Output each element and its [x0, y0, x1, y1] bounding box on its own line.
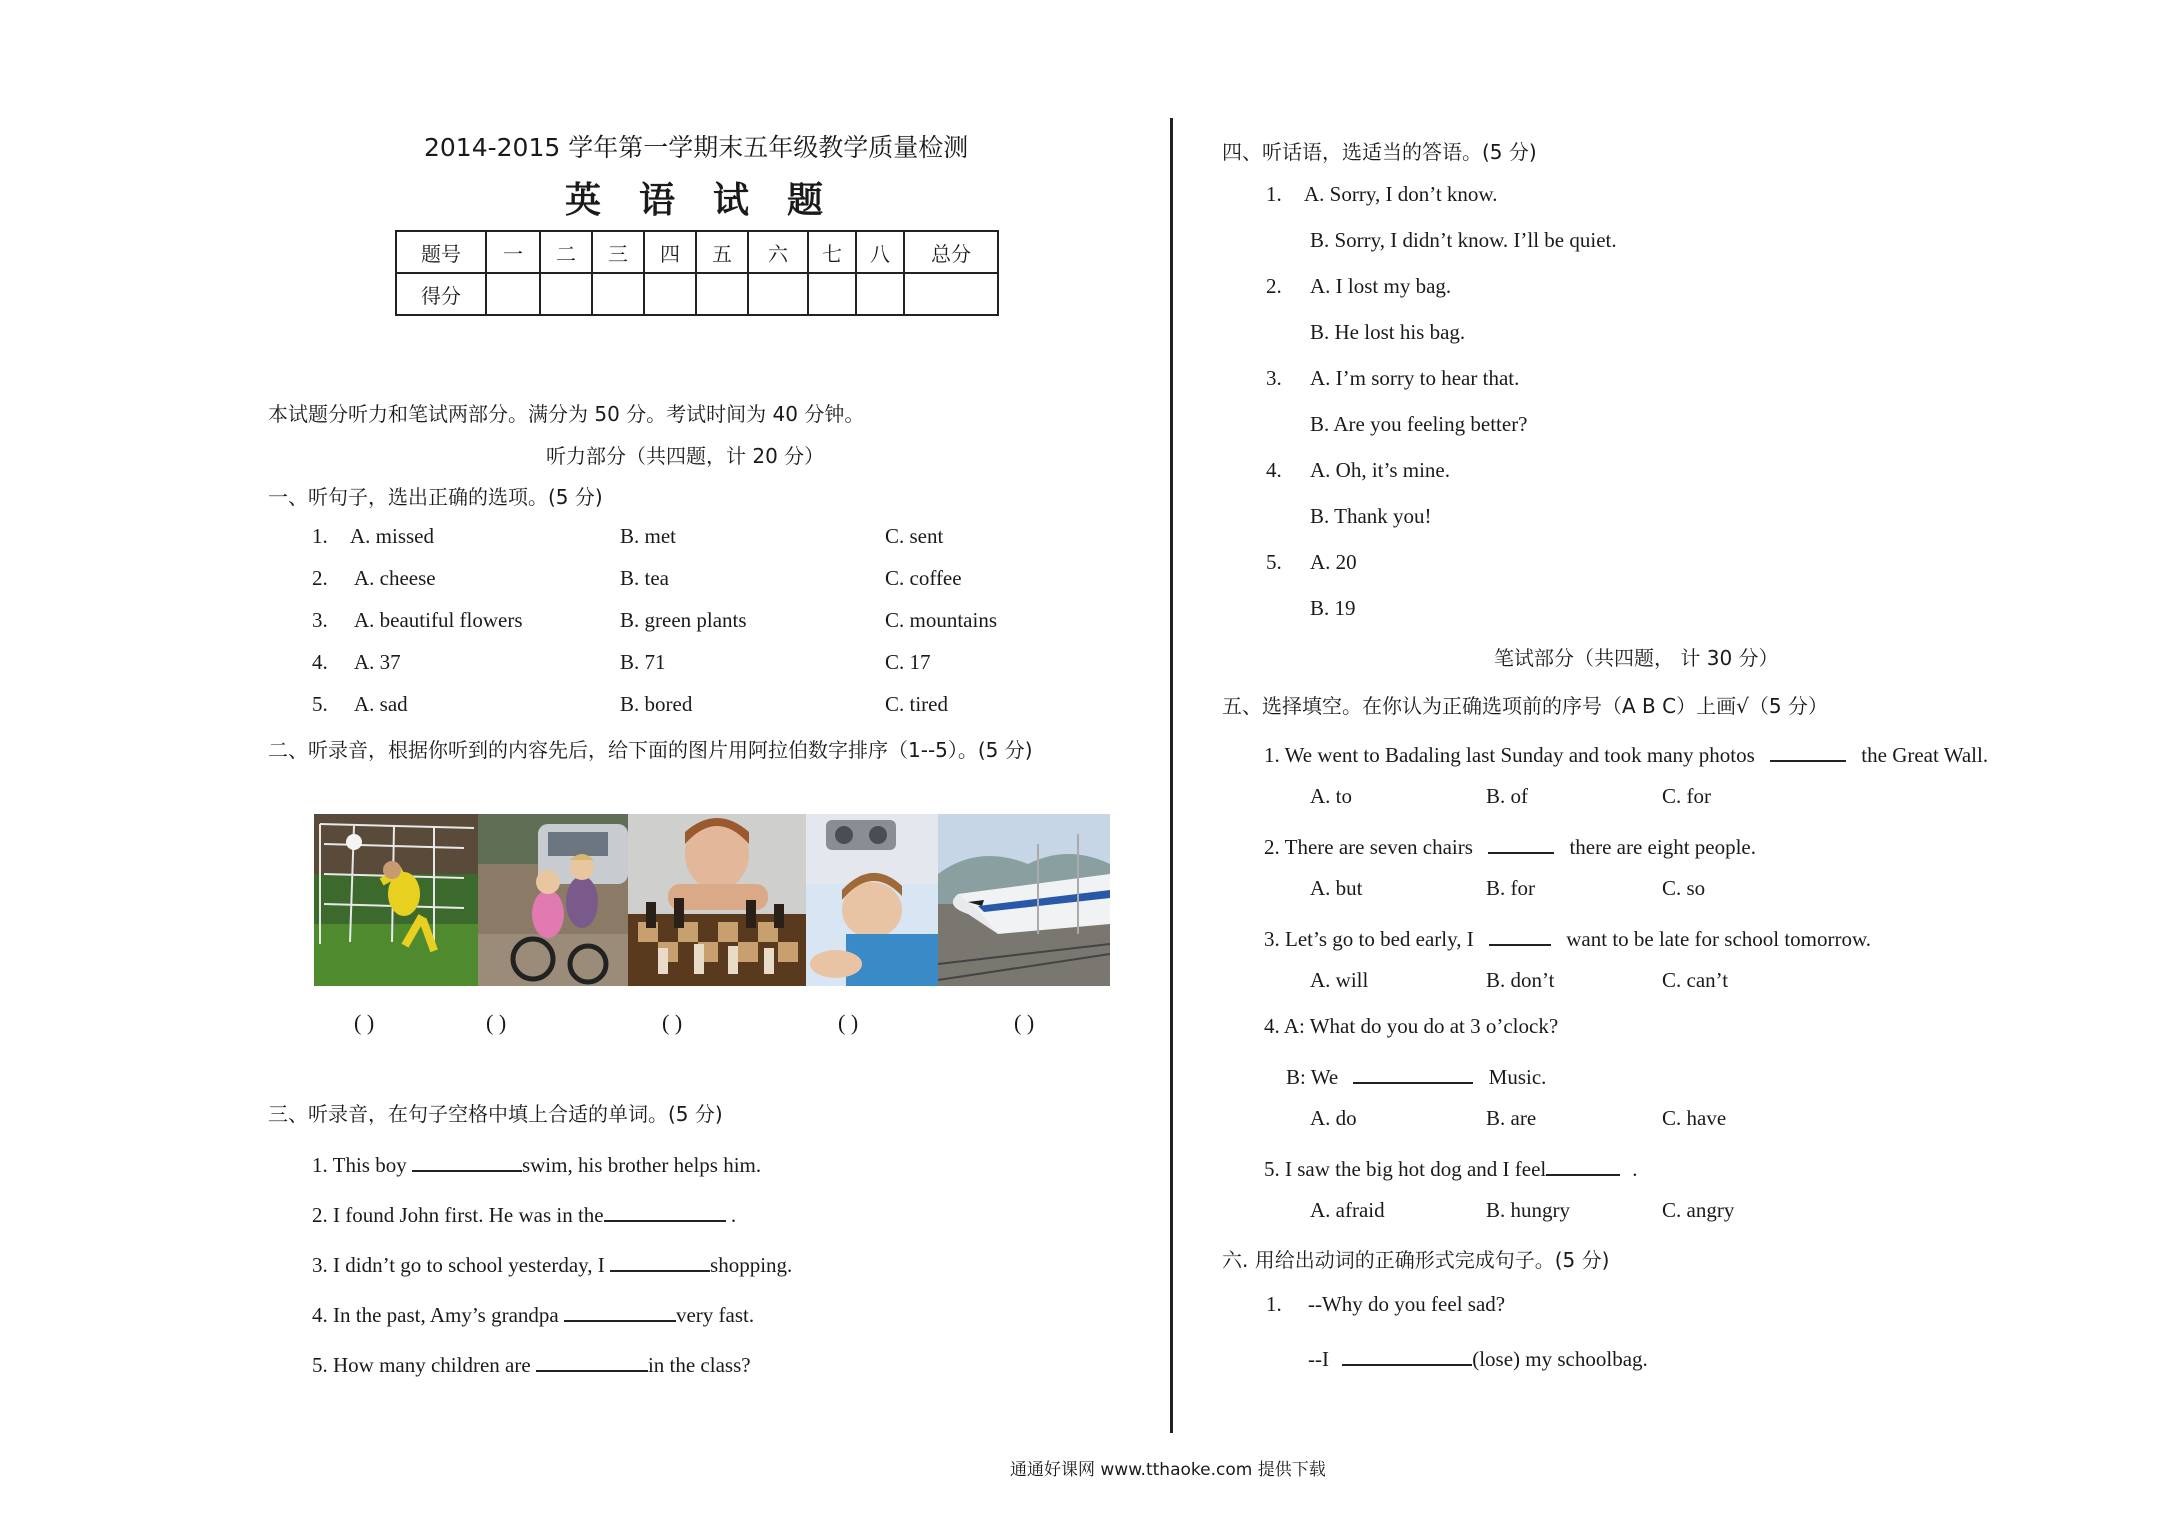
option-a[interactable]: A. to [1310, 784, 1352, 808]
option-a: A. missed [350, 524, 434, 548]
option-a[interactable]: A. will [1310, 968, 1369, 992]
question-text: 4. A: What do you do at 3 o’clock? [1264, 1014, 1559, 1038]
question-text: B: We [1286, 1065, 1339, 1089]
order-answer-blank[interactable]: ( ) [1014, 1010, 1035, 1035]
fill-blank-sentence [1308, 1342, 1648, 1372]
option-a: A. I lost my bag. [1310, 274, 1452, 298]
question-text: --Why do you feel sad? [1308, 1292, 1506, 1316]
choice-question [1264, 738, 1988, 768]
sentence-start: 3. I didn’t go to school yesterday, I [312, 1253, 611, 1277]
answer-blank[interactable] [564, 1298, 676, 1322]
question-text-end: Music. [1488, 1065, 1547, 1089]
exam-title: 2014-2015 学年第一学期末五年级教学质量检测 [424, 133, 969, 162]
item-number: 3. [312, 608, 328, 632]
score-table-cell: 五 [696, 231, 748, 273]
train-photo [938, 814, 1110, 986]
option-b: B. bored [620, 692, 693, 716]
option-c[interactable]: C. can’t [1662, 968, 1729, 992]
section6-title: 六. 用给出动词的正确形式完成句子。(5 分) [1222, 1248, 1610, 1272]
item-number: 5. [1266, 550, 1282, 574]
option-b: B. 71 [620, 650, 666, 674]
section4-title: 四、听话语，选适当的答语。(5 分) [1222, 140, 1537, 164]
option-c[interactable]: C. have [1662, 1106, 1727, 1130]
score-table-empty-cell [748, 273, 808, 315]
sentence-end: very fast. [675, 1303, 755, 1327]
question-text: 2. There are seven chairs [1264, 835, 1473, 859]
sentence-end: (lose) my schoolbag. [1472, 1347, 1648, 1371]
answer-blank[interactable] [604, 1198, 726, 1222]
score-table-cell: 四 [644, 231, 696, 273]
section5-title: 五、选择填空。在你认为正确选项前的序号（A B C）上画√（5 分） [1222, 694, 1828, 718]
page-footer: 通通好课网 www.tthaoke.com 提供下载 [1010, 1460, 1326, 1480]
sleeping-boy-photo [806, 814, 938, 986]
item-number: 1. [1266, 1292, 1282, 1316]
order-answer-blank[interactable]: ( ) [662, 1010, 683, 1035]
score-table-empty-cell [592, 273, 644, 315]
score-table-score-row [396, 273, 998, 315]
section2-title: 二、听录音，根据你听到的内容先后，给下面的图片用阿拉伯数字排序（1--5）。(5 分) [268, 738, 1033, 762]
answer-blank[interactable] [1342, 1342, 1472, 1366]
item-number: 3. [1266, 366, 1282, 390]
question-text-end: there are eight people. [1569, 835, 1757, 859]
fill-blank-sentence [312, 1148, 761, 1178]
option-a: A. sad [354, 692, 408, 716]
option-b: B. 19 [1310, 596, 1356, 620]
answer-blank[interactable] [1489, 922, 1551, 946]
item-number: 4. [1266, 458, 1282, 482]
score-table-header-row [396, 231, 998, 273]
score-table-cell: 八 [856, 231, 904, 273]
sentence-start: --I [1308, 1347, 1329, 1371]
option-b[interactable]: B. of [1486, 784, 1528, 808]
item-number: 2. [1266, 274, 1282, 298]
exam-intro: 本试题分听力和笔试两部分。满分为 50 分。考试时间为 40 分钟。 [268, 402, 865, 426]
option-c: C. tired [885, 692, 948, 716]
score-table-cell: 得分 [396, 273, 486, 315]
option-c: C. mountains [885, 608, 998, 632]
sentence-end: in the class? [647, 1353, 751, 1377]
order-answer-blank[interactable]: ( ) [486, 1010, 507, 1035]
option-a[interactable]: A. do [1310, 1106, 1357, 1130]
choice-question [1264, 1152, 1638, 1182]
item-number: 1. [1266, 182, 1282, 206]
order-answer-blank[interactable]: ( ) [838, 1010, 859, 1035]
option-a: A. I’m sorry to hear that. [1310, 366, 1520, 390]
choice-question [1264, 830, 1756, 860]
question-text-end: want to be late for school tomorrow. [1566, 927, 1872, 951]
answer-blank[interactable] [610, 1248, 710, 1272]
column-divider [1170, 118, 1173, 1433]
score-table-cell: 六 [748, 231, 808, 273]
question-text: 3. Let’s go to bed early, I [1264, 927, 1474, 951]
choice-question [1286, 1060, 1546, 1090]
listening-section-header: 听力部分（共四题，计 20 分） [546, 444, 825, 468]
option-a: A. beautiful flowers [354, 608, 523, 632]
option-c[interactable]: C. for [1662, 784, 1711, 808]
option-b: B. met [620, 524, 676, 548]
option-b: B. Sorry, I didn’t know. I’ll be quiet. [1310, 228, 1617, 252]
score-table-empty-cell [808, 273, 856, 315]
option-a: A. cheese [354, 566, 436, 590]
score-table-cell: 二 [540, 231, 592, 273]
fill-blank-sentence [312, 1198, 736, 1228]
fill-blank-sentence [312, 1248, 792, 1278]
chess-photo [628, 814, 806, 986]
score-table-cell: 总分 [904, 231, 998, 273]
score-table-empty-cell [644, 273, 696, 315]
answer-blank[interactable] [536, 1348, 648, 1372]
item-number: 4. [312, 650, 328, 674]
answer-blank[interactable] [412, 1148, 522, 1172]
score-table-empty-cell [696, 273, 748, 315]
subject-title: 英语试题 [564, 180, 861, 221]
score-table-empty-cell [856, 273, 904, 315]
option-c: C. sent [885, 524, 944, 548]
option-b: B. green plants [620, 608, 747, 632]
option-b[interactable]: B. don’t [1486, 968, 1555, 992]
question-text: 5. I saw the big hot dog and I feel [1264, 1157, 1547, 1181]
option-a[interactable]: A. afraid [1310, 1198, 1385, 1222]
score-table [395, 230, 999, 316]
option-a: A. 37 [354, 650, 401, 674]
score-table-cell: 七 [808, 231, 856, 273]
item-number: 2. [312, 566, 328, 590]
option-a: A. 20 [1310, 550, 1357, 574]
option-b: B. Thank you! [1310, 504, 1432, 528]
option-c: C. coffee [885, 566, 962, 590]
answer-blank[interactable] [1353, 1060, 1473, 1084]
option-a: A. Sorry, I don’t know. [1304, 182, 1498, 206]
answer-blank[interactable] [1770, 738, 1846, 762]
score-table-empty-cell [540, 273, 592, 315]
section1-title: 一、听句子，选出正确的选项。(5 分) [268, 485, 603, 509]
sentence-start: 5. How many children are [312, 1353, 536, 1377]
score-table-cell: 题号 [396, 231, 486, 273]
option-b: B. tea [620, 566, 669, 590]
sentence-end: . [725, 1203, 737, 1227]
sentence-end: shopping. [710, 1253, 793, 1277]
answer-blank[interactable] [1546, 1152, 1620, 1176]
item-number: 5. [312, 692, 328, 716]
fill-blank-sentence [312, 1348, 751, 1378]
option-b: B. Are you feeling better? [1310, 412, 1528, 436]
option-b: B. He lost his bag. [1310, 320, 1466, 344]
writing-section-header: 笔试部分（共四题， 计 30 分） [1494, 646, 1779, 670]
score-table-empty-cell [904, 273, 998, 315]
item-number: 1. [312, 524, 328, 548]
option-c[interactable]: C. angry [1662, 1198, 1735, 1222]
fill-blank-sentence [312, 1298, 754, 1328]
option-b[interactable]: B. for [1486, 876, 1535, 900]
order-answer-blank[interactable]: ( ) [354, 1010, 375, 1035]
bicycle-photo [478, 814, 628, 986]
option-a: A. Oh, it’s mine. [1310, 458, 1450, 482]
score-table-empty-cell [486, 273, 540, 315]
sentence-start: 1. This boy [312, 1153, 412, 1177]
section3-title: 三、听录音，在句子空格中填上合适的单词。(5 分) [268, 1102, 723, 1126]
choice-question [1264, 922, 1871, 952]
option-b[interactable]: B. are [1486, 1106, 1537, 1130]
option-b[interactable]: B. hungry [1486, 1198, 1570, 1222]
question-text-end: the Great Wall. [1861, 743, 1989, 767]
sentence-end: swim, his brother helps him. [521, 1153, 762, 1177]
score-table-cell: 一 [486, 231, 540, 273]
question-text-end: . [1632, 1157, 1638, 1181]
option-c[interactable]: C. so [1662, 876, 1706, 900]
sentence-start: 2. I found John first. He was in the [312, 1203, 604, 1227]
score-table-cell: 三 [592, 231, 644, 273]
question-text: 1. We went to Badaling last Sunday and took many photos [1264, 743, 1755, 767]
option-a[interactable]: A. but [1310, 876, 1363, 900]
answer-blank[interactable] [1488, 830, 1554, 854]
sentence-start: 4. In the past, Amy’s grandpa [312, 1303, 564, 1327]
goalkeeper-photo [314, 814, 478, 986]
option-c: C. 17 [885, 650, 931, 674]
